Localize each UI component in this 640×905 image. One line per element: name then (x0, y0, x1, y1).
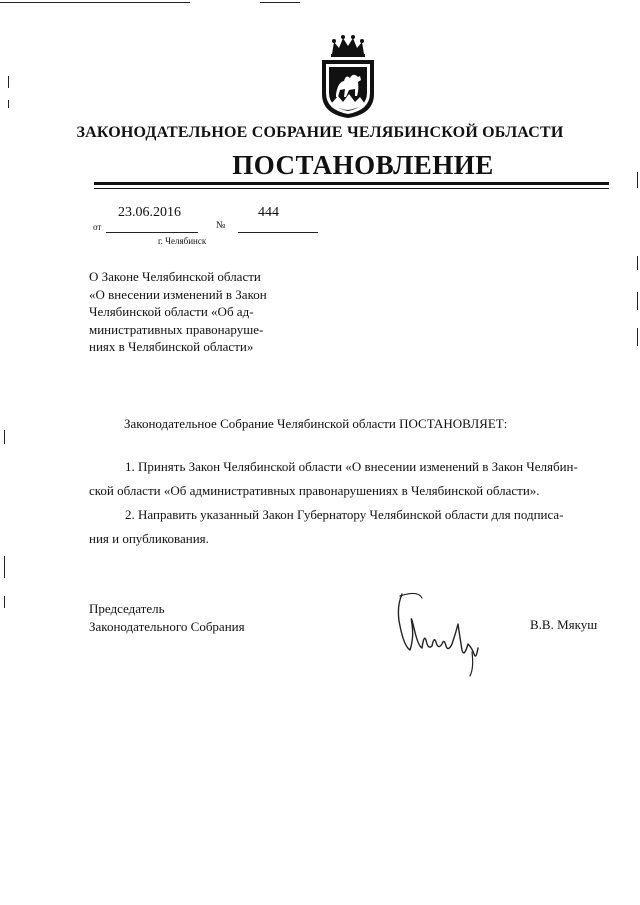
subject-line: ниях в Челябинской области» (89, 339, 254, 354)
document-type-title: ПОСТАНОВЛЕНИЕ (232, 150, 494, 180)
date-underline (106, 232, 198, 233)
scan-edge-mark (637, 292, 638, 310)
scan-edge-mark (637, 256, 638, 270)
subject-line: Челябинской области «Об ад- (89, 304, 254, 319)
header-divider-thick (94, 182, 609, 185)
header-divider-thin (94, 188, 609, 189)
scan-edge-mark (637, 328, 638, 346)
signatory-name: В.В. Мякуш (530, 617, 598, 632)
scan-edge-mark (4, 430, 5, 444)
paragraph-line: 2. Направить указанный Закон Губернатору Челябинской области для подписа- (125, 507, 564, 522)
subject-line: «О внесении изменений в Закон (89, 286, 267, 302)
organization-title: ЗАКОНОДАТЕЛЬНОЕ СОБРАНИЕ ЧЕЛЯБИНСКОЙ ОБЛАСТИ (76, 124, 564, 141)
scan-edge-mark (8, 76, 9, 88)
paragraph-line: ния и опубликования. (89, 531, 209, 546)
scan-edge-mark (8, 100, 9, 108)
resolution-paragraph-1 (89, 455, 605, 503)
document-number: 444 (258, 205, 279, 220)
scan-edge-line (0, 2, 190, 3)
document-date: 23.06.2016 (118, 205, 181, 220)
resolution-paragraph-2 (89, 503, 605, 551)
city-label: г. Челябинск (158, 236, 207, 246)
date-label: от (93, 222, 102, 232)
scan-edge-mark (4, 556, 5, 578)
resolution-preamble: Законодательное Собрание Челябинской области ПОСТАНОВЛЯЕТ: (124, 416, 508, 431)
coat-of-arms-icon (316, 32, 380, 120)
paragraph-line: 1. Принять Закон Челябинской области «О внесении изменений в Закон Челябин- (125, 459, 578, 474)
signatory-title-line: Председатель (89, 601, 165, 616)
number-underline (238, 232, 318, 233)
signatory-title-line: Законодательного Собрания (89, 619, 245, 634)
subject-line: О Законе Челябинской области (89, 269, 261, 284)
paragraph-line: ской области «Об административных правонарушениях в Челябинской области». (89, 483, 540, 498)
signatory-title (89, 600, 245, 636)
scan-edge-line (260, 2, 300, 3)
handwritten-signature-icon (388, 588, 488, 678)
subject-line: министративных правонаруше- (89, 321, 264, 337)
number-label: № (216, 220, 226, 231)
scan-edge-mark (4, 596, 5, 608)
document-subject (89, 268, 282, 356)
